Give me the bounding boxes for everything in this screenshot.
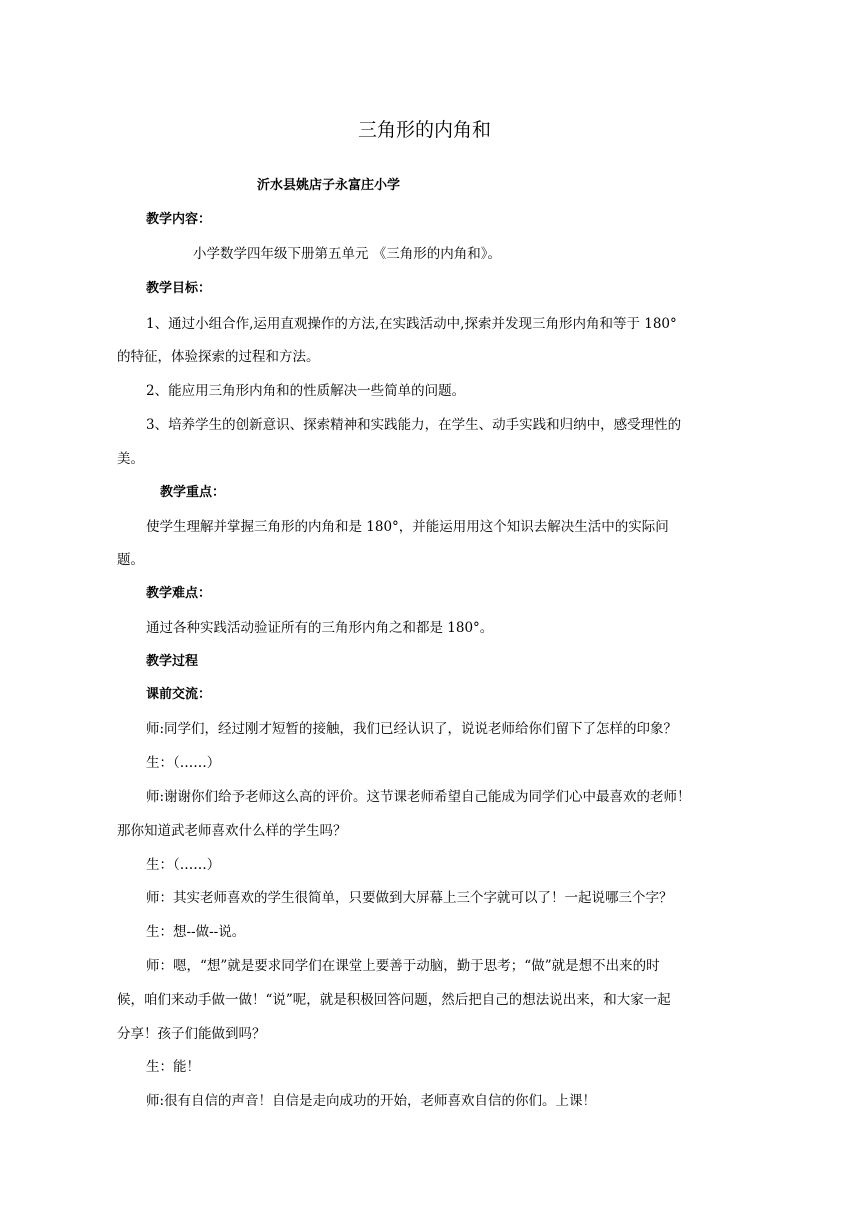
goal-3-line-1: 3、培养学生的创新意识、探索精神和实践能力，在学生、动手实践和归纳中，感受理性的 [146, 417, 682, 433]
document-title: 三角形的内角和 [358, 119, 492, 141]
dialogue-line: 生：想--做--说。 [146, 924, 246, 940]
dialogue-line: 师：其实老师喜欢的学生很简单，只要做到大屏幕上三个字就可以了！一起说哪三个字？ [146, 890, 673, 906]
dialogue-line: 生：（……） [146, 857, 221, 873]
heading-teaching-process: 教学过程 [146, 654, 199, 669]
dialogue-line: 生：（……） [146, 755, 221, 771]
dialogue-line: 师：嗯，“想”就是要求同学们在课堂上要善于动脑，勤于思考；“做”就是想不出来的时 [146, 958, 660, 974]
difficulties-text: 通过各种实践活动验证所有的三角形内角之和都是 180°。 [146, 620, 494, 636]
heading-pre-class-talk: 课前交流： [146, 687, 212, 702]
dialogue-line: 生：能！ [146, 1059, 200, 1075]
heading-teaching-content: 教学内容： [146, 212, 212, 227]
heading-key-points: 教学重点： [160, 485, 226, 500]
dialogue-line: 师:很有自信的声音！自信是走向成功的开始，老师喜欢自信的你们。上课！ [146, 1093, 597, 1109]
dialogue-line: 候，咱们来动手做一做！“说”呢，就是积极回答问题，然后把自己的想法说出来，和大家一起 [117, 992, 671, 1008]
goal-1-line-2: 的特征，体验探索的过程和方法。 [117, 349, 320, 365]
heading-difficulties: 教学难点： [146, 586, 212, 601]
teaching-content-text: 小学数学四年级下册第五单元 《三角形的内角和》。 [193, 246, 502, 262]
key-points-line-2: 题。 [117, 552, 144, 568]
dialogue-line: 师:谢谢你们给予老师这么高的评价。这节课老师希望自己能成为同学们心中最喜欢的老师！ [146, 789, 691, 805]
key-points-line-1: 使学生理解并掌握三角形的内角和是 180°，并能运用用这个知识去解决生活中的实际问 [146, 519, 669, 535]
dialogue-line: 那你知道武老师喜欢什么样的学生吗？ [117, 823, 347, 839]
dialogue-line: 分享！孩子们能做到吗？ [117, 1026, 266, 1042]
dialogue-line: 师:同学们，经过刚才短暂的接触，我们已经认识了，说说老师给你们留下了怎样的印象？ [146, 721, 678, 737]
goal-2: 2、能应用三角形内角和的性质解决一些简单的问题。 [146, 383, 466, 399]
heading-teaching-goals: 教学目标： [146, 281, 212, 296]
goal-1-line-1: 1、通过小组合作,运用直观操作的方法,在实践活动中,探索并发现三角形内角和等于 180° [146, 316, 677, 332]
school-name: 沂水县姚店子永富庄小学 [257, 178, 401, 193]
goal-3-line-2: 美。 [117, 451, 144, 467]
